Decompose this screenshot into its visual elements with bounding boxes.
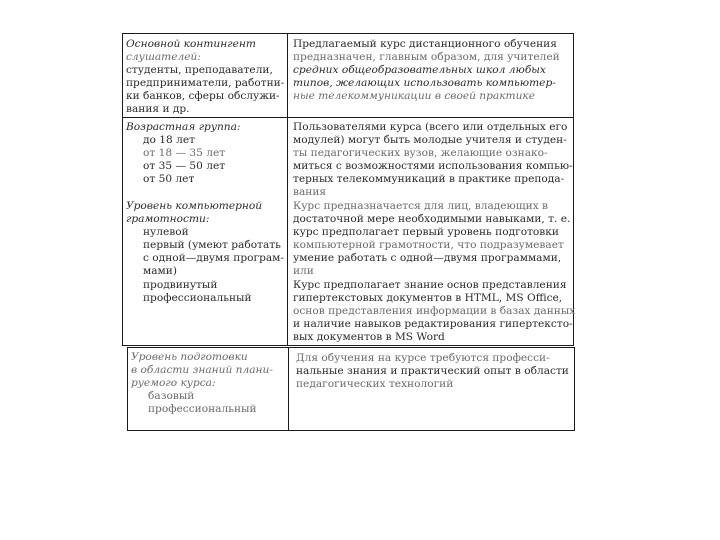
text-line: терных телекоммуникаций в практике препода- bbox=[293, 173, 565, 186]
text-line: Предлагаемый курс дистанционного обучения bbox=[293, 38, 557, 50]
list-item: профессиональный bbox=[143, 291, 252, 304]
text-line: Пользователями курса (всего или отдельных его bbox=[293, 121, 568, 133]
text-line: миться с возможностями использования компью- bbox=[293, 160, 573, 173]
table-row-computer-literacy bbox=[123, 196, 576, 344]
list-item: первый (умеют работать bbox=[143, 239, 281, 252]
cell-age-group-label bbox=[126, 121, 286, 186]
text-line: нальные знания и практический опыт в области bbox=[296, 365, 569, 378]
heading-line: руемого курса: bbox=[131, 377, 216, 390]
cell-age-group-description bbox=[293, 121, 573, 200]
text-line: ты педагогических вузов, желающие ознако- bbox=[293, 147, 548, 160]
list-item: от 18 — 35 лет bbox=[143, 147, 226, 160]
text-line: и наличие навыков редактирования гипертексто- bbox=[293, 317, 573, 330]
text-line: умение работать с одной—двумя программами, bbox=[293, 252, 562, 265]
text-line: типов, желающих использовать компьютер- bbox=[293, 77, 556, 90]
text-line: средних общеобразовательных школ любых bbox=[293, 64, 546, 77]
text-line: вых документов в MS Word bbox=[293, 330, 445, 343]
text-line: достаточной мере необходимыми навыками, т. е. bbox=[293, 213, 571, 226]
heading-line: Основной контингент bbox=[126, 38, 256, 50]
text-line: предназначен, главным образом, для учителей bbox=[293, 51, 560, 64]
text-line: курс предполагает первый уровень подготовки bbox=[293, 226, 559, 239]
list-item: базовый bbox=[148, 390, 195, 403]
list-item: профессиональный bbox=[148, 403, 257, 416]
list-item: от 50 лет bbox=[143, 173, 195, 186]
list-item: продвинутый bbox=[143, 278, 218, 291]
text-line: Курс предназначается для лиц, владеющих в bbox=[293, 200, 548, 212]
text-line: педагогических технологий bbox=[296, 378, 454, 391]
table-row-audience bbox=[123, 34, 573, 118]
text-line: ные телекоммуникации в своей практике bbox=[293, 90, 536, 103]
cell-computer-literacy-description bbox=[293, 200, 576, 344]
list-item: до 18 лет bbox=[143, 134, 195, 147]
heading-line: Уровень подготовки bbox=[131, 351, 248, 363]
cell-audience-description bbox=[293, 38, 573, 103]
text-line: модулей) могут быть молодые учителя и студен- bbox=[293, 134, 567, 147]
list-item: с одной—двумя програм- bbox=[143, 252, 284, 265]
heading-line: Возрастная группа: bbox=[126, 121, 241, 133]
heading-line: слушателей: bbox=[126, 51, 201, 64]
cell-training-level-description bbox=[296, 352, 576, 391]
cell-audience-label bbox=[126, 38, 286, 117]
heading-line: в области знаний плани- bbox=[131, 364, 273, 377]
body-line: ки банков, сферы обслужи- bbox=[126, 90, 280, 103]
training-level-table bbox=[127, 347, 575, 431]
text-line: или bbox=[293, 265, 314, 278]
list-item: мами) bbox=[143, 265, 177, 278]
text-line: компьютерной грамотности, что подразумевает bbox=[293, 239, 564, 252]
cell-training-level-label bbox=[131, 351, 291, 416]
list-item: нулевой bbox=[143, 226, 189, 239]
text-line: вания bbox=[293, 186, 327, 199]
list-item: от 35 — 50 лет bbox=[143, 160, 226, 173]
heading-line: грамотности: bbox=[126, 213, 210, 226]
text-line: гипертекстовых документов в HTML, MS Office, bbox=[293, 291, 563, 304]
body-line: студенты, преподаватели, bbox=[126, 64, 273, 77]
heading-line: Уровень компьютерной bbox=[126, 200, 263, 212]
table-row-age-group bbox=[123, 118, 573, 199]
text-line: Для обучения на курсе требуются професси- bbox=[296, 352, 550, 364]
cell-computer-literacy-label bbox=[126, 200, 286, 305]
text-line: основ представления информации в базах данных bbox=[293, 304, 576, 317]
text-line: Курс предполагает знание основ представления bbox=[293, 278, 567, 291]
course-audience-table bbox=[122, 33, 574, 346]
body-line: предприниматели, работни- bbox=[126, 77, 285, 90]
body-line: вания и др. bbox=[126, 103, 190, 116]
table-row-training-level bbox=[128, 348, 574, 430]
